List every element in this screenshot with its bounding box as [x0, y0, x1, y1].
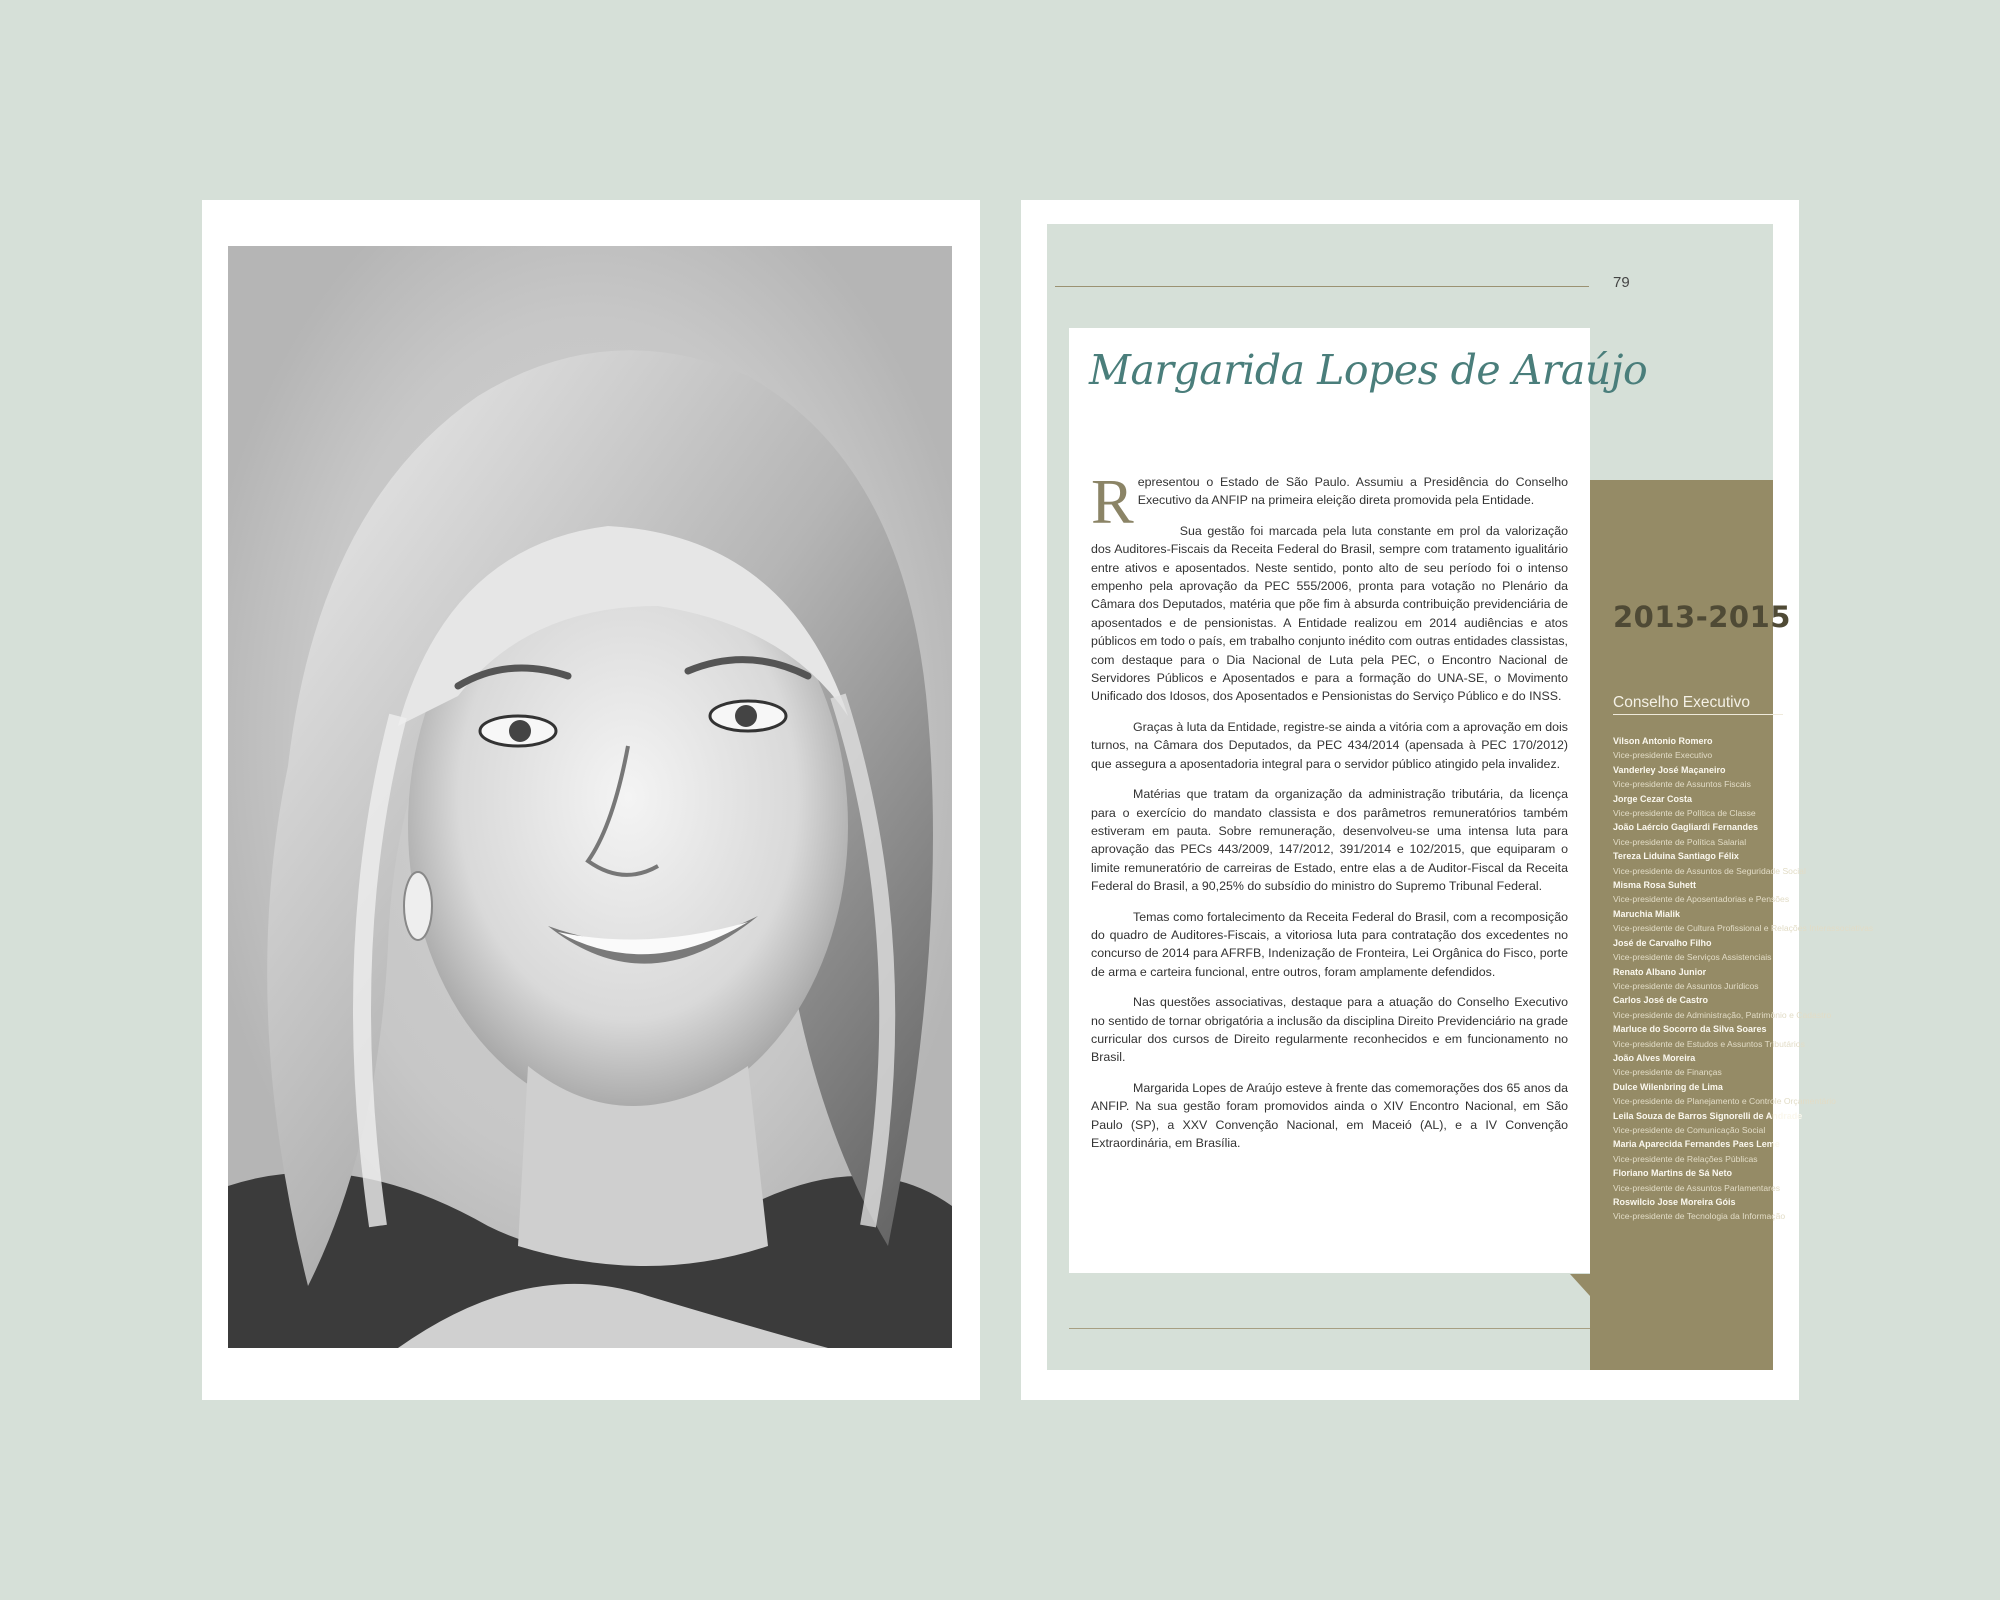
- member-role: Vice-presidente de Aposentadorias e Pensões: [1613, 894, 1790, 905]
- member-name: João Laércio Gagliardi Fernandes: [1613, 822, 1759, 833]
- member-item: [1613, 1137, 1793, 1166]
- term-years: 2013-2015: [1613, 600, 1791, 634]
- member-name: Marluce do Socorro da Silva Soares: [1613, 1024, 1767, 1035]
- member-role: Vice-presidente de Estudos e Assuntos Tributários: [1613, 1038, 1805, 1049]
- article-paragraph: [1091, 466, 1568, 537]
- member-name: Roswilcio Jose Moreira Góis: [1613, 1197, 1736, 1207]
- member-name: Tereza Liduina Santiago Félix: [1613, 851, 1739, 862]
- member-role: Vice-presidente de Política de Classe: [1613, 808, 1756, 819]
- member-role: Vice-presidente de Serviços Assistenciais: [1613, 952, 1772, 963]
- member-name: João Alves Moreira: [1613, 1052, 1696, 1063]
- member-name: Jorge Cezar Costa: [1613, 793, 1693, 804]
- article-paragraph: Sua gestão foi marcada pela luta constante em prol da valorização dos Auditores-Fiscais da Receita Federal do Brasil, sempre com tratamento igualitário entre ativos e aposentados. Neste sentido, ponto alto de seu período foi o intenso empenho pela aprovação da PEC 555/2006, pronta para votação no Plenário da Câmara dos Deputados, matéria que põe fim à absurda contribuição previdenciária de aposentados e de pensionistas. A Entidade realizou em 2014 audiências e atos públicos em todo o país, em trabalho conjunto inédito com outras entidades classistas, com destaque para o Dia Nacional de Luta pela PEC, o Encontro Nacional de Servidores Públicos e Aposentados e para a formação do UNA-SE, o Movimento Unificado dos Idosos, dos Aposentados e Pensionistas do Serviço Público e do INSS.: [1091, 523, 1568, 704]
- member-item: [1613, 1022, 1805, 1051]
- member-role: Vice-presidente de Finanças: [1613, 1067, 1722, 1078]
- member-item: [1613, 878, 1793, 907]
- article-paragraph: Matérias que tratam da organização da administração tributária, da licença para o exercício do mandato classista e dos parâmetros remuneratórios também estiveram em pauta. Sobre remuneração, desenvolveu-se uma intensa luta para aprovação das PECs 443/2009, 147/2012, 391/2014 e 102/2015, que equiparam o limite remuneratório de carreiras de Estado, entre elas a de Auditor-Fiscal da Receita Federal do Brasil, a 90,25% do subsídio do ministro do Supremo Tribunal Federal.: [1091, 787, 1568, 894]
- member-role: Vice-presidente de Cultura Profissional e Relações Interassociativas: [1613, 923, 1874, 934]
- drop-cap: R: [1091, 466, 1134, 537]
- article-paragraph: Nas questões associativas, destaque para a atuação do Conselho Executivo no sentido de tornar obrigatória a inclusão da disciplina Direito Previdenciário na grade curricular dos cursos de Direito regularmente reconhecidos e em funcionamento no Brasil.: [1091, 995, 1568, 1065]
- paragraph-text: epresentou o Estado de São Paulo. Assumiu a Presidência do Conselho Executivo da ANFIP na primeira eleição direta promovida pela Entidade.: [1137, 475, 1568, 508]
- article-paragraph: Margarida Lopes de Araújo esteve à frente das comemorações dos 65 anos da ANFIP. Na sua gestão foram promovidos ainda o XIV Encontro Nacional, em São Paulo (SP), a XXV Convenção Nacional, em Maceió (AL), e a IV Convenção Extraordinária, em Brasília.: [1091, 1080, 1568, 1150]
- article-title: Margarida Lopes de Araújo: [1089, 346, 1648, 394]
- member-item: [1613, 1080, 1836, 1109]
- member-role: Vice-presidente de Assuntos de Seguridade Social: [1613, 865, 1806, 876]
- member-role: Vice-presidente de Planejamento e Controle Orçamentário: [1613, 1096, 1836, 1107]
- member-name: Misma Rosa Suhett: [1613, 880, 1697, 891]
- member-role: Vice-presidente de Administração, Patrimônio e Cadastro: [1613, 1009, 1832, 1020]
- council-rule: [1613, 714, 1783, 715]
- member-item: [1613, 1166, 1793, 1195]
- member-name: Maria Aparecida Fernandes Paes Leme: [1613, 1139, 1780, 1150]
- member-name: Vanderley José Maçaneiro: [1613, 764, 1726, 775]
- member-item: [1613, 1195, 1793, 1224]
- sidebar: [1590, 480, 1874, 1370]
- article-paragraph: Temas como fortalecimento da Receita Federal do Brasil, com a recomposição do quadro de Auditores-Fiscais, a vitoriosa luta para contratação dos excedentes no concurso de 2014 para AFRFB, Indenização de Fronteira, Lei Orgânica do Fisco, porte de arma e carteira funcional, entre outros, foram amplamente defendidos.: [1091, 909, 1568, 979]
- council-title: Conselho Executivo: [1613, 694, 1750, 711]
- member-role: Vice-presidente de Comunicação Social: [1613, 1124, 1766, 1135]
- member-name: José de Carvalho Filho: [1613, 937, 1712, 948]
- member-item: [1613, 734, 1793, 763]
- member-item: [1613, 1109, 1803, 1138]
- portrait-drawing: [228, 246, 952, 1348]
- article-paragraph: Graças à luta da Entidade, registre-se ainda a vitória com a aprovação em dois turnos, na Câmara dos Deputados, da PEC 434/2014 (apensada à PEC 170/2012) que assegura a aposentadoria integral para o servidor público atingido pela invalidez.: [1091, 719, 1568, 771]
- left-page: [202, 200, 980, 1400]
- member-item: [1613, 993, 1832, 1022]
- member-item: [1613, 763, 1793, 792]
- sidebar-notch: [1570, 1274, 1590, 1296]
- member-item: [1613, 849, 1806, 878]
- member-name: Dulce Wilenbring de Lima: [1613, 1081, 1723, 1092]
- member-role: Vice-presidente de Relações Públicas: [1613, 1153, 1758, 1164]
- page-panel: [1047, 224, 1874, 1370]
- member-item: [1613, 907, 1874, 936]
- member-name: Leila Souza de Barros Signorelli de Andrade: [1613, 1110, 1803, 1121]
- right-page: [1021, 200, 1874, 1400]
- member-list: [1613, 734, 1874, 1224]
- member-name: Maruchia Mialik: [1613, 908, 1681, 919]
- member-item: [1613, 965, 1793, 994]
- member-name: Carlos José de Castro: [1613, 995, 1709, 1006]
- member-role: Vice-presidente de Política Salarial: [1613, 836, 1747, 847]
- header-rule: [1055, 286, 1589, 287]
- member-name: Floriano Martins de Sá Neto: [1613, 1168, 1733, 1179]
- member-role: Vice-presidente de Assuntos Jurídicos: [1613, 980, 1759, 991]
- member-item: [1613, 936, 1793, 965]
- member-role: Vice-presidente de Assuntos Fiscais: [1613, 779, 1751, 790]
- page-number: 79: [1613, 274, 1630, 291]
- portrait-illustration: [228, 246, 952, 1348]
- member-role: Vice-presidente Executivo: [1613, 750, 1713, 761]
- footer-rule: [1069, 1328, 1590, 1329]
- member-name: Vilson Antonio Romero: [1613, 736, 1713, 746]
- member-item: [1613, 1051, 1793, 1080]
- member-role: Vice-presidente de Tecnologia da Informação: [1613, 1211, 1786, 1222]
- member-name: Renato Albano Junior: [1613, 966, 1707, 977]
- member-item: [1613, 820, 1793, 849]
- member-item: [1613, 792, 1793, 821]
- member-role: Vice-presidente de Assuntos Parlamentares: [1613, 1182, 1781, 1193]
- article-body: [1091, 466, 1568, 1164]
